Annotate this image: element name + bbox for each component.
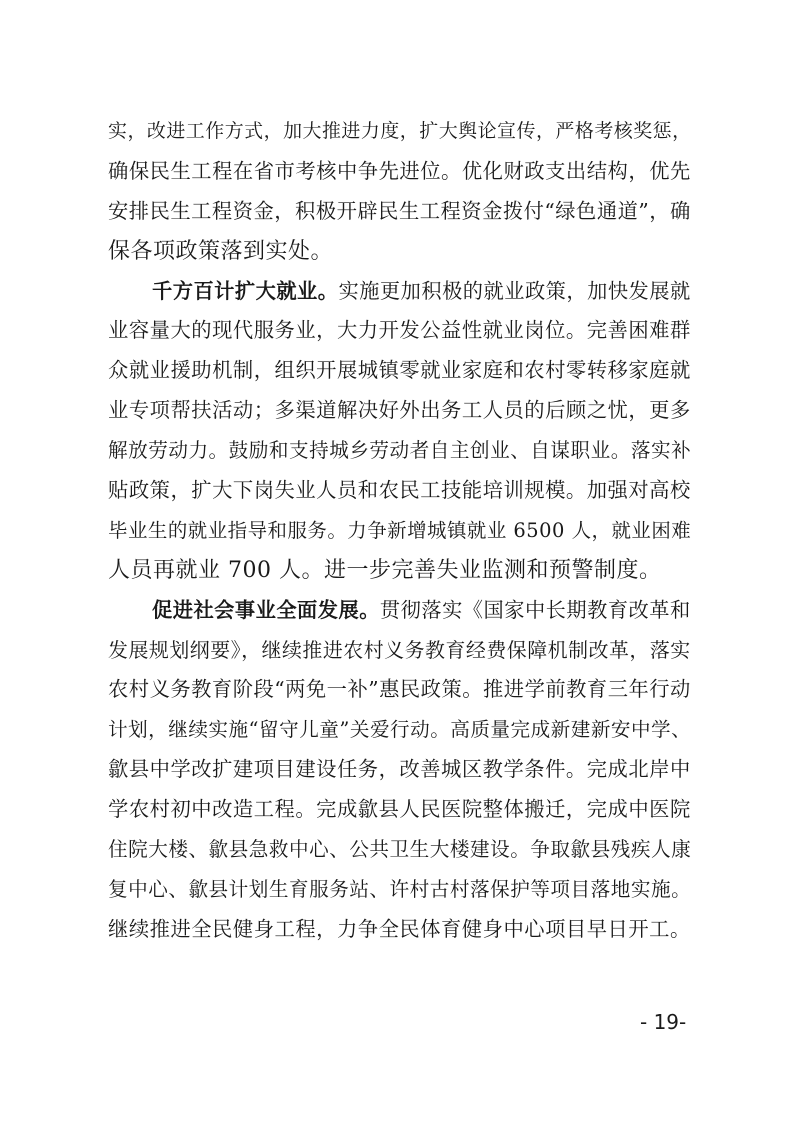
line-text: 解放劳动力。鼓励和支持城乡劳动者自主创业、自谋职业。落实补: [108, 439, 692, 463]
line-text: 学农村初中改造工程。完成歙县人民医院整体搬迁，完成中医院: [108, 797, 691, 822]
paragraph-heading: 千方百计扩大就业。: [152, 278, 339, 303]
text-line: [108, 431, 690, 471]
line-text: 实，改进工作方式，加大推进力度，扩大舆论宣传，严格考核奖惩，: [108, 120, 692, 142]
text-line: [108, 192, 690, 232]
line-text: 确保民生工程在省市考核中争先进位。优化财政支出结构，优先: [108, 158, 691, 183]
text-line: [108, 670, 690, 710]
line-text: 计划，继续实施“留守儿童”关爱行动。高质量完成新建新安中学、: [108, 718, 692, 742]
line-text: 发展规划纲要》，继续推进农村义务教育经费保障机制改革，落实: [108, 637, 691, 662]
line-text: 保各项政策落到实处。: [108, 238, 334, 264]
line-text: 业专项帮扶活动；多渠道解决好外出务工人员的后顾之忧，更多: [108, 398, 691, 423]
text-line: [108, 750, 690, 790]
text-line: [108, 232, 690, 272]
page-number: - 19-: [640, 1010, 687, 1034]
text-line: [108, 272, 690, 312]
paragraph-heading: 促进社会事业全面发展。: [152, 597, 380, 622]
line-text: 歙县中学改扩建项目建设任务，改善城区教学条件。完成北岸中: [108, 757, 691, 782]
text-line: [108, 591, 690, 631]
text-line: [108, 152, 690, 192]
line-text: 毕业生的就业指导和服务。力争新增城镇就业 6500 人，就业困难: [108, 518, 692, 542]
line-text: 众就业援助机制，组织开展城镇零就业家庭和农村零转移家庭就: [108, 358, 691, 383]
line-text: 实施更加积极的就业政策，加快发展就: [338, 278, 691, 303]
body-text: [108, 112, 690, 950]
line-text: 住院大楼、歙县急救中心、公共卫生大楼建设。争取歙县残疾人康: [108, 838, 692, 862]
line-text: 农村义务教育阶段“两免一补”惠民政策。推进学前教育三年行动: [108, 677, 691, 702]
text-line: [108, 870, 690, 910]
text-line: [108, 511, 690, 551]
text-line: [108, 351, 690, 391]
text-line: [108, 112, 690, 152]
text-line: [108, 790, 690, 830]
line-text: 继续推进全民健身工程，力争全民体育健身中心项目早日开工。: [108, 916, 691, 941]
text-line: [108, 311, 690, 351]
text-line: [108, 710, 690, 750]
line-text: 人员再就业 700 人。进一步完善失业监测和预警制度。: [108, 557, 662, 583]
line-text: 安排民生工程资金，积极开辟民生工程资金拨付“绿色通道”，确: [108, 198, 691, 223]
line-text: 业容量大的现代服务业，大力开发公益性就业岗位。完善困难群: [108, 318, 691, 343]
text-line: [108, 471, 690, 511]
text-line: [108, 391, 690, 431]
text-line: [108, 631, 690, 671]
line-text: 复中心、歙县计划生育服务站、许村古村落保护等项目落地实施。: [108, 877, 692, 901]
text-line: [108, 910, 690, 950]
text-line: [108, 551, 690, 591]
text-line: [108, 830, 690, 870]
line-text: 贯彻落实《国家中长期教育改革和: [379, 597, 691, 622]
line-text: 贴政策，扩大下岗失业人员和农民工技能培训规模。加强对高校: [108, 478, 691, 503]
